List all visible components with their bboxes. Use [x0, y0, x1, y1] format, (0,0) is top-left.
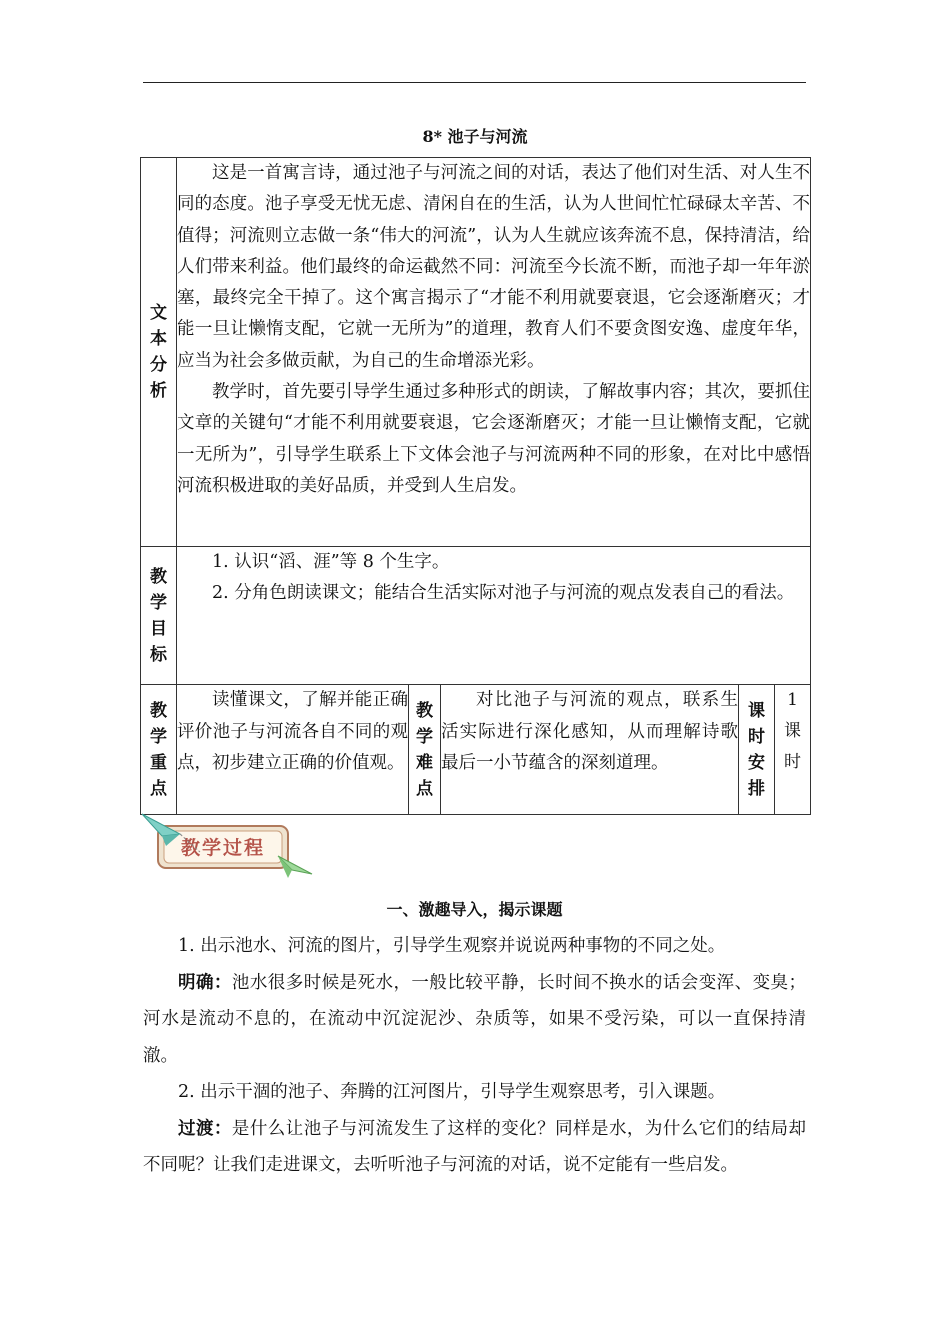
difficulty-label-cell — [409, 685, 441, 815]
step-1: 1. 出示池水、河流的图片，引导学生观察并说说两种事物的不同之处。 — [178, 936, 726, 956]
transition-paragraph — [143, 1111, 806, 1184]
schedule-value-cell — [775, 685, 811, 815]
clarify-paragraph — [143, 965, 806, 1075]
analysis-paragraph-1: 这是一首寓言诗，通过池子与河流之间的对话，表达了他们对生活、对人生不同的态度。池子享受无忧无虑、清闲自在的生活，认为人世间忙忙碌碌太辛苦、不值得；河流则立志做一条“伟大的河流”，认为人生就应该奔流不息，保持清洁，给人们带来利益。他们最终的命运截然不同：河流至今长流不断，而池子却一年年淤塞，最终完全干掉了。这个寓言揭示了“才能不利用就要衰退，它会逐渐磨灭；才能一旦让懒惰支配，它就一无所为”的道理，教育人们不要贪图安逸、虚度年华，应当为社会多做贡献，为自己的生命增添光彩。 — [177, 163, 811, 371]
goals-label: 教学目标 — [150, 566, 167, 665]
difficulty-label: 教学难点 — [416, 700, 433, 799]
lesson-title: 8* 池子与河流 — [422, 127, 528, 146]
analysis-row — [141, 158, 811, 547]
clarify-label: 明确： — [178, 972, 232, 993]
focus-label-cell — [141, 685, 177, 815]
step-2: 2. 出示干涸的池子、奔腾的江河图片，引导学生观察思考，引入课题。 — [178, 1082, 726, 1102]
analysis-label-cell — [141, 158, 177, 547]
goal-item-2: 2. 分角色朗读课文；能结合生活实际对池子与河流的观点发表自己的看法。 — [212, 583, 795, 604]
clarify-text: 池水很多时候是死水，一般比较平静，长时间不换水的话会变浑、变臭；河水是流动不息的，在流动中沉淀泥沙、杂质等，如果不受污染，可以一直保持清澈。 — [143, 972, 807, 1066]
focus-label: 教学重点 — [150, 700, 167, 799]
goals-row — [141, 547, 811, 685]
analysis-paragraph-2: 教学时，首先要引导学生通过多种形式的朗读，了解故事内容；其次，要抓住文章的关键句“才能不利用就要衰退，它会逐渐磨灭；才能一旦让懒惰支配，它就一无所为”，引导学生联系上下文体会池子与河流两种不同的形象，在对比中感悟河流积极进取的美好品质，并受到人生启发。 — [177, 382, 811, 496]
goals-label-cell — [141, 547, 177, 685]
schedule-value: 1课时 — [784, 690, 802, 772]
focus-content — [177, 685, 409, 815]
transition-label: 过渡： — [178, 1118, 232, 1139]
difficulty-content — [441, 685, 739, 815]
transition-text: 是什么让池子与河流发生了这样的变化？同样是水，为什么它们的结局却不同呢？让我们走进课文，去听听池子与河流的对话，说不定能有一些启发。 — [143, 1118, 807, 1175]
lesson-plan-table — [140, 157, 811, 815]
focus-row — [141, 685, 811, 815]
goals-content — [177, 547, 811, 685]
analysis-label: 文本分析 — [150, 303, 167, 401]
paper-plane-icon-small — [278, 856, 312, 878]
banner-text: 教学过程 — [180, 837, 266, 859]
schedule-label: 课时安排 — [748, 700, 765, 799]
goal-item-1: 1. 认识“滔、涯”等 8 个生字。 — [212, 552, 450, 572]
section-heading: 一、激趣导入，揭示课题 — [386, 900, 563, 919]
focus-text: 读懂课文，了解并能正确评价池子与河流各自不同的观点，初步建立正确的价值观。 — [177, 690, 408, 773]
teaching-process-banner — [140, 812, 315, 884]
header-rule — [143, 82, 806, 83]
schedule-label-cell — [739, 685, 775, 815]
teaching-process — [143, 892, 806, 1184]
analysis-content — [177, 158, 811, 547]
difficulty-text: 对比池子与河流的观点，联系生活实际进行深化感知，从而理解诗歌最后一小节蕴含的深刻道理。 — [441, 690, 738, 773]
